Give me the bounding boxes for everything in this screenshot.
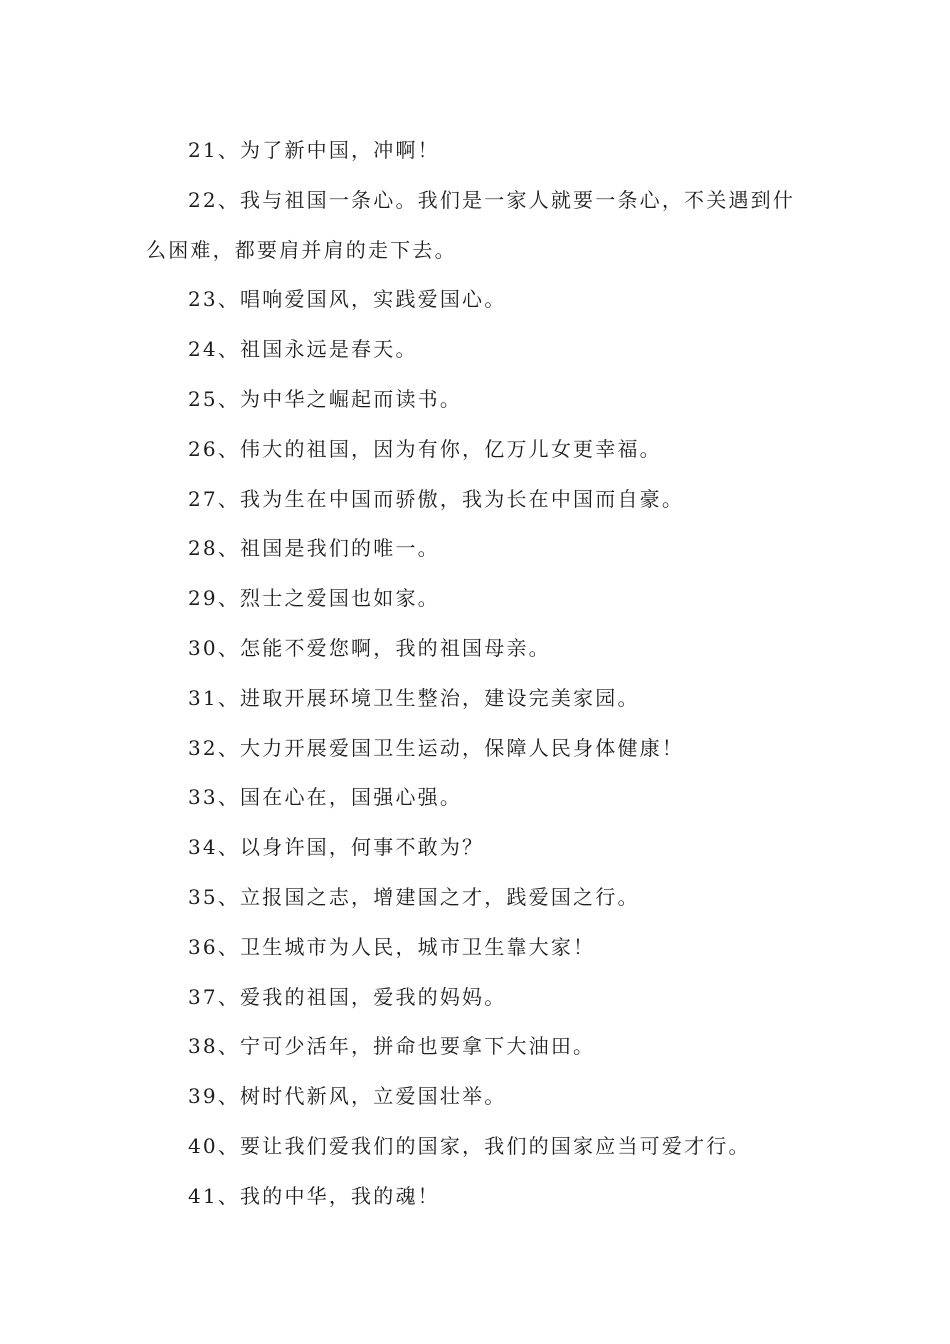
list-item: 21、为了新中国，冲啊！ <box>188 138 440 162</box>
document-body <box>146 126 816 1222</box>
list-item: 36、卫生城市为人民，城市卫生靠大家！ <box>188 934 596 959</box>
list-item: 33、国在心在，国强心强。 <box>188 785 463 810</box>
list-item: 38、宁可少活年，拼命也要拿下大油田。 <box>188 1034 596 1059</box>
list-item: 37、爱我的祖国，爱我的妈妈。 <box>188 984 507 1009</box>
list-item: 28、祖国是我们的唯一。 <box>188 536 440 561</box>
list-item: 41、我的中华，我的魂！ <box>188 1183 440 1208</box>
list-item: 25、为中华之崛起而读书。 <box>188 386 463 411</box>
list-item: 27、我为生在中国而骄傲，我为长在中国而自豪。 <box>188 486 685 511</box>
list-item: 30、怎能不爱您啊，我的祖国母亲。 <box>188 635 551 660</box>
list-item: 31、进取开展环境卫生整治，建设完美家园。 <box>188 685 640 710</box>
list-item: 34、以身许国，何事不敢为？ <box>188 835 485 860</box>
list-item: 23、唱响爱国风，实践爱国心。 <box>188 287 507 312</box>
list-item: 24、祖国永远是春天。 <box>188 337 418 362</box>
list-item: 26、伟大的祖国，因为有你，亿万儿女更幸福。 <box>188 436 662 461</box>
list-item: 32、大力开展爱国卫生运动，保障人民身体健康！ <box>188 735 685 760</box>
list-item: 22、我与祖国一条心。我们是一家人就要一条心，不关遇到什么困难，都要肩并肩的走下去。 <box>146 187 796 262</box>
list-item: 35、立报国之志，增建国之才，践爱国之行。 <box>188 884 640 909</box>
list-item: 29、烈士之爱国也如家。 <box>188 586 440 611</box>
list-item: 40、要让我们爱我们的国家，我们的国家应当可爱才行。 <box>188 1133 751 1158</box>
list-item: 39、树时代新风，立爱国壮举。 <box>188 1084 507 1109</box>
